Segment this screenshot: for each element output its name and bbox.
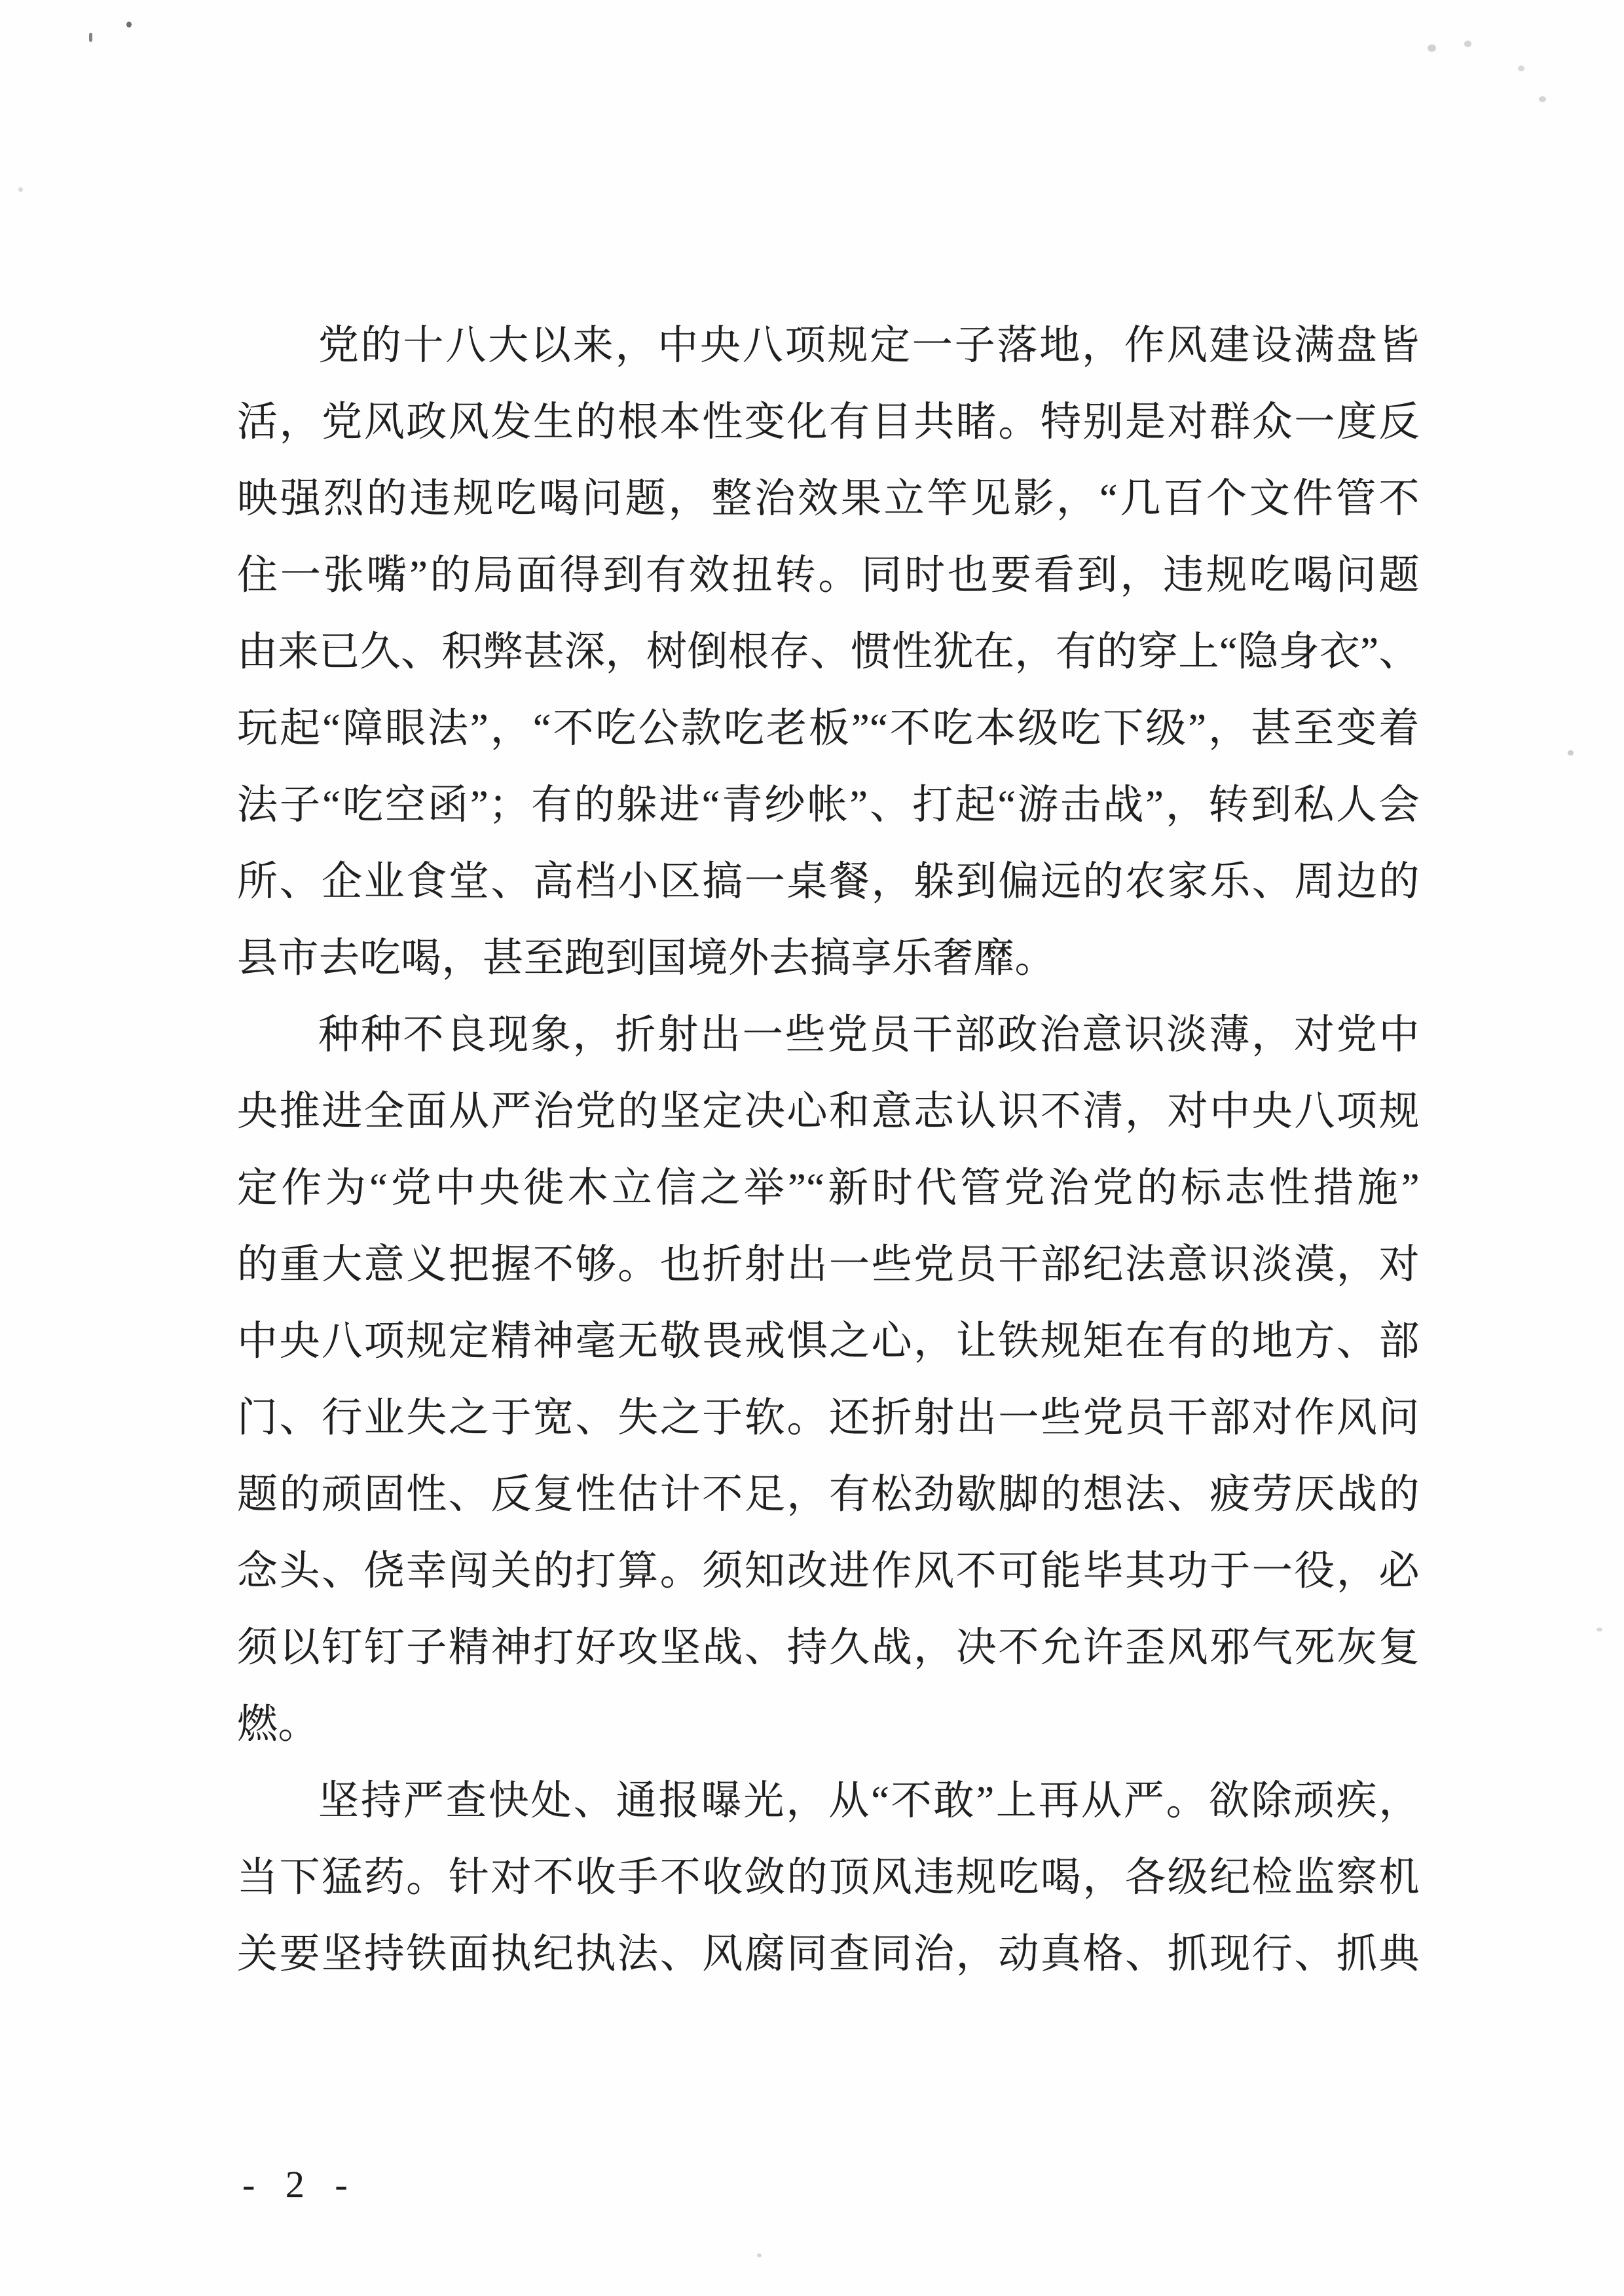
text-line: 所、企业食堂、高档小区搞一桌餐，躲到偏远的农家乐、周边的 — [237, 860, 1420, 904]
text-line: 关要坚持铁面执纪执法、风腐同查同治，动真格、抓现行、抓典 — [237, 1932, 1420, 1977]
text-line: 由来已久、积弊甚深，树倒根存、惯性犹在，有的穿上“隐身衣”、 — [237, 630, 1420, 674]
scan-speck — [1568, 750, 1574, 756]
text-line: 燃。 — [237, 1702, 320, 1747]
text-line: 活，党风政风发生的根本性变化有目共睹。特别是对群众一度反 — [237, 400, 1420, 445]
text-line: 种种不良现象，折射出一些党员干部政治意识淡薄，对党中 — [318, 1013, 1420, 1057]
scan-speck — [18, 187, 23, 192]
scan-speck — [1428, 45, 1436, 52]
scan-speck — [1518, 65, 1524, 71]
text-line: 央推进全面从严治党的坚定决心和意志认识不清，对中央八项规 — [237, 1089, 1420, 1134]
text-line: 中央八项规定精神毫无敬畏戒惧之心，让铁规矩在有的地方、部 — [237, 1319, 1420, 1364]
scan-speck — [89, 33, 92, 42]
text-line: 门、行业失之于宽、失之于软。还折射出一些党员干部对作风问 — [237, 1396, 1420, 1440]
text-line: 法子“吃空函”；有的躲进“青纱帐”、打起“游击战”，转到私人会 — [237, 783, 1420, 828]
scan-speck — [126, 22, 132, 27]
paragraph-1 — [237, 308, 1420, 997]
scan-speck — [757, 2253, 762, 2257]
page-number: - 2 - — [242, 2163, 358, 2206]
text-line: 玩起“障眼法”，“不吃公款吃老板”“不吃本级吃下级”，甚至变着 — [237, 706, 1420, 751]
document-body-text — [237, 308, 1420, 1993]
text-line: 定作为“党中央徙木立信之举”“新时代管党治党的标志性措施” — [237, 1166, 1420, 1211]
text-line: 题的顽固性、反复性估计不足，有松劲歇脚的想法、疲劳厌战的 — [237, 1472, 1420, 1517]
scan-speck — [1464, 41, 1471, 47]
paragraph-3 — [237, 1763, 1420, 1993]
text-line: 县市去吃喝，甚至跑到国境外去搞享乐奢靡。 — [237, 936, 1056, 981]
text-line: 映强烈的违规吃喝问题，整治效果立竿见影，“几百个文件管不 — [237, 477, 1420, 521]
scan-speck — [1596, 1628, 1602, 1631]
scan-speck — [1539, 96, 1546, 102]
text-line: 党的十八大以来，中央八项规定一子落地，作风建设满盘皆 — [318, 323, 1420, 368]
text-line: 须以钉钉子精神打好攻坚战、持久战，决不允许歪风邪气死灰复 — [237, 1626, 1420, 1670]
text-line: 坚持严查快处、通报曝光，从“不敢”上再从严。欲除顽疾， — [318, 1779, 1420, 1823]
paragraph-2 — [237, 997, 1420, 1763]
text-line: 的重大意义把握不够。也折射出一些党员干部纪法意识淡漠，对 — [237, 1243, 1420, 1287]
text-line: 当下猛药。针对不收手不收敛的顶风违规吃喝，各级纪检监察机 — [237, 1855, 1420, 1900]
text-line: 住一张嘴”的局面得到有效扭转。同时也要看到，违规吃喝问题 — [237, 553, 1420, 598]
text-line: 念头、侥幸闯关的打算。须知改进作风不可能毕其功于一役，必 — [237, 1549, 1420, 1594]
